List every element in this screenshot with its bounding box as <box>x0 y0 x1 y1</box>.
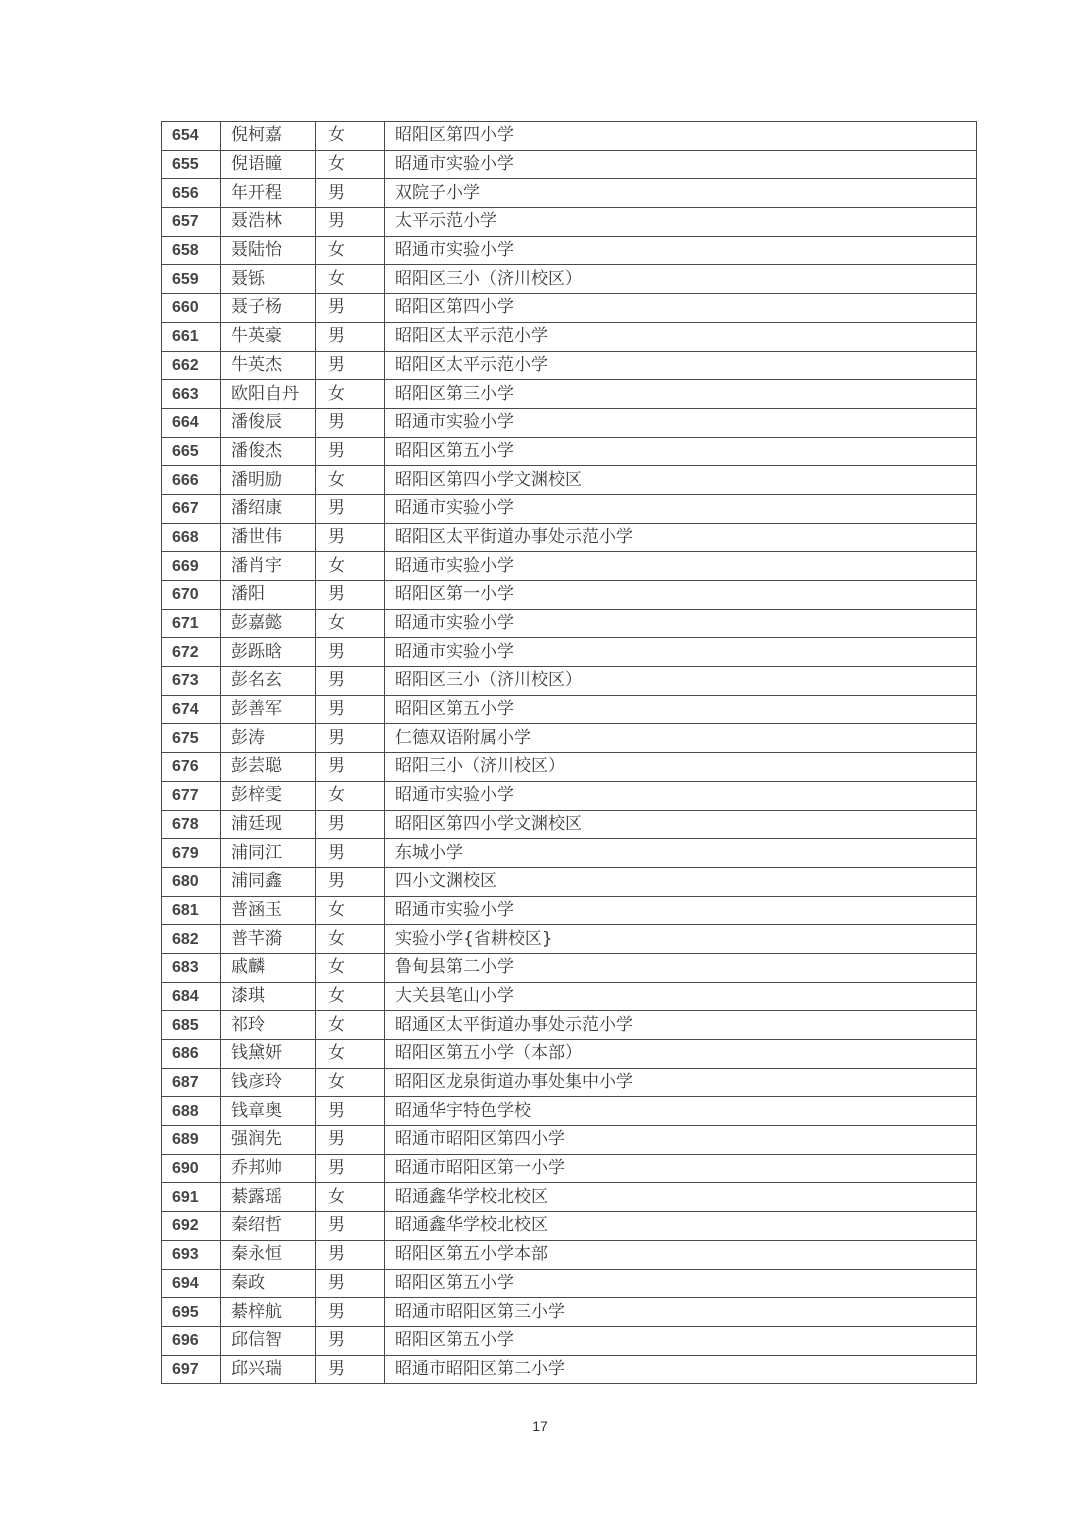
student-name: 钱黛妍 <box>221 1040 316 1069</box>
table-row <box>162 581 977 610</box>
student-gender: 男 <box>316 351 385 380</box>
student-name: 普芊漪 <box>221 925 316 954</box>
student-name: 彭涛 <box>221 724 316 753</box>
row-number: 690 <box>162 1154 221 1183</box>
table-row <box>162 351 977 380</box>
student-gender: 男 <box>316 867 385 896</box>
table-row <box>162 208 977 237</box>
student-name: 彭梓雯 <box>221 781 316 810</box>
school-name: 四小文渊校区 <box>385 867 977 896</box>
student-gender: 女 <box>316 982 385 1011</box>
table-row <box>162 236 977 265</box>
roster-body <box>162 122 977 1384</box>
table-row <box>162 1326 977 1355</box>
table-row <box>162 1068 977 1097</box>
table-row <box>162 1298 977 1327</box>
school-name: 昭通市昭阳区第一小学 <box>385 1154 977 1183</box>
school-name: 鲁甸县第二小学 <box>385 953 977 982</box>
row-number: 673 <box>162 667 221 696</box>
table-row <box>162 896 977 925</box>
table-row <box>162 925 977 954</box>
row-number: 665 <box>162 437 221 466</box>
row-number: 662 <box>162 351 221 380</box>
school-name: 昭阳区第五小学 <box>385 437 977 466</box>
table-row <box>162 667 977 696</box>
row-number: 655 <box>162 150 221 179</box>
student-name: 秦政 <box>221 1269 316 1298</box>
student-name: 潘阳 <box>221 581 316 610</box>
student-gender: 男 <box>316 322 385 351</box>
student-gender: 男 <box>316 1326 385 1355</box>
row-number: 672 <box>162 638 221 667</box>
student-name: 秦永恒 <box>221 1240 316 1269</box>
student-name: 倪语瞳 <box>221 150 316 179</box>
student-name: 潘俊杰 <box>221 437 316 466</box>
table-row <box>162 466 977 495</box>
student-name: 漆琪 <box>221 982 316 1011</box>
student-gender: 男 <box>316 638 385 667</box>
school-name: 东城小学 <box>385 839 977 868</box>
school-name: 昭阳区龙泉街道办事处集中小学 <box>385 1068 977 1097</box>
row-number: 664 <box>162 408 221 437</box>
row-number: 668 <box>162 523 221 552</box>
student-name: 潘俊辰 <box>221 408 316 437</box>
school-name: 昭阳区太平示范小学 <box>385 322 977 351</box>
student-gender: 女 <box>316 896 385 925</box>
row-number: 656 <box>162 179 221 208</box>
student-gender: 男 <box>316 753 385 782</box>
school-name: 昭阳区三小（济川校区） <box>385 265 977 294</box>
school-name: 太平示范小学 <box>385 208 977 237</box>
school-name: 大关县笔山小学 <box>385 982 977 1011</box>
student-gender: 女 <box>316 122 385 151</box>
table-row <box>162 1040 977 1069</box>
table-row <box>162 839 977 868</box>
row-number: 671 <box>162 609 221 638</box>
student-name: 牛英杰 <box>221 351 316 380</box>
table-row <box>162 1355 977 1384</box>
student-name: 牛英豪 <box>221 322 316 351</box>
student-gender: 男 <box>316 1126 385 1155</box>
student-gender: 男 <box>316 1154 385 1183</box>
student-name: 浦同江 <box>221 839 316 868</box>
student-gender: 男 <box>316 408 385 437</box>
school-name: 昭阳区第四小学 <box>385 294 977 323</box>
school-name: 昭通市昭阳区第三小学 <box>385 1298 977 1327</box>
student-name: 祁玲 <box>221 1011 316 1040</box>
school-name: 昭通市实验小学 <box>385 236 977 265</box>
table-row <box>162 810 977 839</box>
row-number: 692 <box>162 1212 221 1241</box>
student-name: 钱彦玲 <box>221 1068 316 1097</box>
table-row <box>162 1212 977 1241</box>
school-name: 昭通市实验小学 <box>385 896 977 925</box>
student-gender: 女 <box>316 1011 385 1040</box>
row-number: 654 <box>162 122 221 151</box>
row-number: 659 <box>162 265 221 294</box>
student-gender: 女 <box>316 1183 385 1212</box>
row-number: 669 <box>162 552 221 581</box>
row-number: 680 <box>162 867 221 896</box>
student-name: 浦同鑫 <box>221 867 316 896</box>
school-name: 昭阳区第五小学 <box>385 1326 977 1355</box>
table-row <box>162 753 977 782</box>
student-name: 彭跞晗 <box>221 638 316 667</box>
row-number: 684 <box>162 982 221 1011</box>
school-name: 昭阳区第四小学 <box>385 122 977 151</box>
row-number: 691 <box>162 1183 221 1212</box>
school-name: 昭通市实验小学 <box>385 609 977 638</box>
table-row <box>162 437 977 466</box>
row-number: 689 <box>162 1126 221 1155</box>
school-name: 昭阳区第五小学 <box>385 695 977 724</box>
row-number: 666 <box>162 466 221 495</box>
table-row <box>162 322 977 351</box>
student-gender: 男 <box>316 1240 385 1269</box>
student-name: 聂铄 <box>221 265 316 294</box>
student-name: 年开程 <box>221 179 316 208</box>
school-name: 昭阳区第四小学文渊校区 <box>385 466 977 495</box>
school-name: 仁德双语附属小学 <box>385 724 977 753</box>
row-number: 686 <box>162 1040 221 1069</box>
student-name: 秦绍哲 <box>221 1212 316 1241</box>
school-name: 昭阳区第一小学 <box>385 581 977 610</box>
student-gender: 男 <box>316 1212 385 1241</box>
student-name: 潘肖宇 <box>221 552 316 581</box>
school-name: 昭阳区第五小学（本部） <box>385 1040 977 1069</box>
student-name: 普涵玉 <box>221 896 316 925</box>
student-name: 綦露瑶 <box>221 1183 316 1212</box>
school-name: 昭通市实验小学 <box>385 150 977 179</box>
student-gender: 男 <box>316 179 385 208</box>
student-gender: 女 <box>316 380 385 409</box>
school-name: 昭通区太平街道办事处示范小学 <box>385 1011 977 1040</box>
table-row <box>162 265 977 294</box>
school-name: 昭阳区第五小学 <box>385 1269 977 1298</box>
student-name: 邱信智 <box>221 1326 316 1355</box>
table-row <box>162 179 977 208</box>
student-gender: 男 <box>316 1269 385 1298</box>
student-gender: 女 <box>316 466 385 495</box>
row-number: 693 <box>162 1240 221 1269</box>
table-row <box>162 1240 977 1269</box>
school-name: 昭通市实验小学 <box>385 494 977 523</box>
student-gender: 男 <box>316 839 385 868</box>
school-name: 昭通市实验小学 <box>385 638 977 667</box>
student-name: 聂子杨 <box>221 294 316 323</box>
student-name: 彭善军 <box>221 695 316 724</box>
student-gender: 男 <box>316 208 385 237</box>
row-number: 667 <box>162 494 221 523</box>
page-number: 17 <box>532 1418 548 1434</box>
table-row <box>162 150 977 179</box>
school-name: 昭通鑫华学校北校区 <box>385 1183 977 1212</box>
row-number: 676 <box>162 753 221 782</box>
student-name: 聂陆怡 <box>221 236 316 265</box>
table-row <box>162 1097 977 1126</box>
student-name: 彭嘉懿 <box>221 609 316 638</box>
student-gender: 男 <box>316 810 385 839</box>
school-name: 昭通市实验小学 <box>385 408 977 437</box>
row-number: 657 <box>162 208 221 237</box>
row-number: 685 <box>162 1011 221 1040</box>
student-name: 邱兴瑞 <box>221 1355 316 1384</box>
table-row <box>162 781 977 810</box>
school-name: 昭阳区第五小学本部 <box>385 1240 977 1269</box>
student-name: 彭名玄 <box>221 667 316 696</box>
student-gender: 女 <box>316 552 385 581</box>
table-row <box>162 1269 977 1298</box>
table-row <box>162 638 977 667</box>
table-row <box>162 408 977 437</box>
student-gender: 女 <box>316 150 385 179</box>
table-row <box>162 867 977 896</box>
row-number: 696 <box>162 1326 221 1355</box>
school-name: 昭阳区三小（济川校区） <box>385 667 977 696</box>
row-number: 677 <box>162 781 221 810</box>
school-name: 昭通华宇特色学校 <box>385 1097 977 1126</box>
student-gender: 男 <box>316 581 385 610</box>
student-gender: 男 <box>316 523 385 552</box>
table-row <box>162 953 977 982</box>
table-row <box>162 1154 977 1183</box>
school-name: 昭阳区太平示范小学 <box>385 351 977 380</box>
student-gender: 女 <box>316 609 385 638</box>
row-number: 674 <box>162 695 221 724</box>
school-name: 昭通市昭阳区第二小学 <box>385 1355 977 1384</box>
row-number: 682 <box>162 925 221 954</box>
student-name: 潘世伟 <box>221 523 316 552</box>
student-gender: 女 <box>316 781 385 810</box>
school-name: 昭阳区第三小学 <box>385 380 977 409</box>
row-number: 688 <box>162 1097 221 1126</box>
student-gender: 女 <box>316 925 385 954</box>
row-number: 675 <box>162 724 221 753</box>
student-roster-table <box>161 121 977 1384</box>
student-name: 聂浩林 <box>221 208 316 237</box>
table-row <box>162 523 977 552</box>
table-row <box>162 609 977 638</box>
student-gender: 男 <box>316 294 385 323</box>
student-name: 钱章奥 <box>221 1097 316 1126</box>
student-name: 乔邦帅 <box>221 1154 316 1183</box>
row-number: 679 <box>162 839 221 868</box>
row-number: 670 <box>162 581 221 610</box>
student-name: 倪柯嘉 <box>221 122 316 151</box>
row-number: 661 <box>162 322 221 351</box>
student-name: 彭芸聪 <box>221 753 316 782</box>
school-name: 昭通市实验小学 <box>385 552 977 581</box>
student-name: 潘明励 <box>221 466 316 495</box>
student-name: 欧阳自丹 <box>221 380 316 409</box>
row-number: 694 <box>162 1269 221 1298</box>
student-gender: 女 <box>316 236 385 265</box>
student-gender: 女 <box>316 265 385 294</box>
student-gender: 男 <box>316 724 385 753</box>
table-row <box>162 494 977 523</box>
row-number: 681 <box>162 896 221 925</box>
row-number: 663 <box>162 380 221 409</box>
table-row <box>162 982 977 1011</box>
student-gender: 男 <box>316 437 385 466</box>
table-row <box>162 552 977 581</box>
school-name: 昭通市实验小学 <box>385 781 977 810</box>
row-number: 658 <box>162 236 221 265</box>
student-gender: 女 <box>316 1068 385 1097</box>
school-name: 昭阳三小（济川校区） <box>385 753 977 782</box>
row-number: 678 <box>162 810 221 839</box>
student-gender: 女 <box>316 953 385 982</box>
student-gender: 女 <box>316 1040 385 1069</box>
school-name: 昭阳区太平街道办事处示范小学 <box>385 523 977 552</box>
table-row <box>162 1126 977 1155</box>
row-number: 697 <box>162 1355 221 1384</box>
student-gender: 男 <box>316 1097 385 1126</box>
row-number: 683 <box>162 953 221 982</box>
table-row <box>162 724 977 753</box>
student-name: 浦廷现 <box>221 810 316 839</box>
school-name: 双院子小学 <box>385 179 977 208</box>
student-name: 潘绍康 <box>221 494 316 523</box>
school-name: 实验小学{省耕校区} <box>385 925 977 954</box>
row-number: 695 <box>162 1298 221 1327</box>
student-name: 綦梓航 <box>221 1298 316 1327</box>
student-gender: 男 <box>316 494 385 523</box>
student-name: 戚麟 <box>221 953 316 982</box>
table-row <box>162 1183 977 1212</box>
table-row <box>162 380 977 409</box>
student-gender: 男 <box>316 695 385 724</box>
school-name: 昭通市昭阳区第四小学 <box>385 1126 977 1155</box>
student-gender: 男 <box>316 667 385 696</box>
student-gender: 男 <box>316 1298 385 1327</box>
school-name: 昭通鑫华学校北校区 <box>385 1212 977 1241</box>
table-row <box>162 294 977 323</box>
table-row <box>162 695 977 724</box>
student-name: 强润先 <box>221 1126 316 1155</box>
school-name: 昭阳区第四小学文渊校区 <box>385 810 977 839</box>
row-number: 687 <box>162 1068 221 1097</box>
student-gender: 男 <box>316 1355 385 1384</box>
table-row <box>162 122 977 151</box>
row-number: 660 <box>162 294 221 323</box>
table-row <box>162 1011 977 1040</box>
